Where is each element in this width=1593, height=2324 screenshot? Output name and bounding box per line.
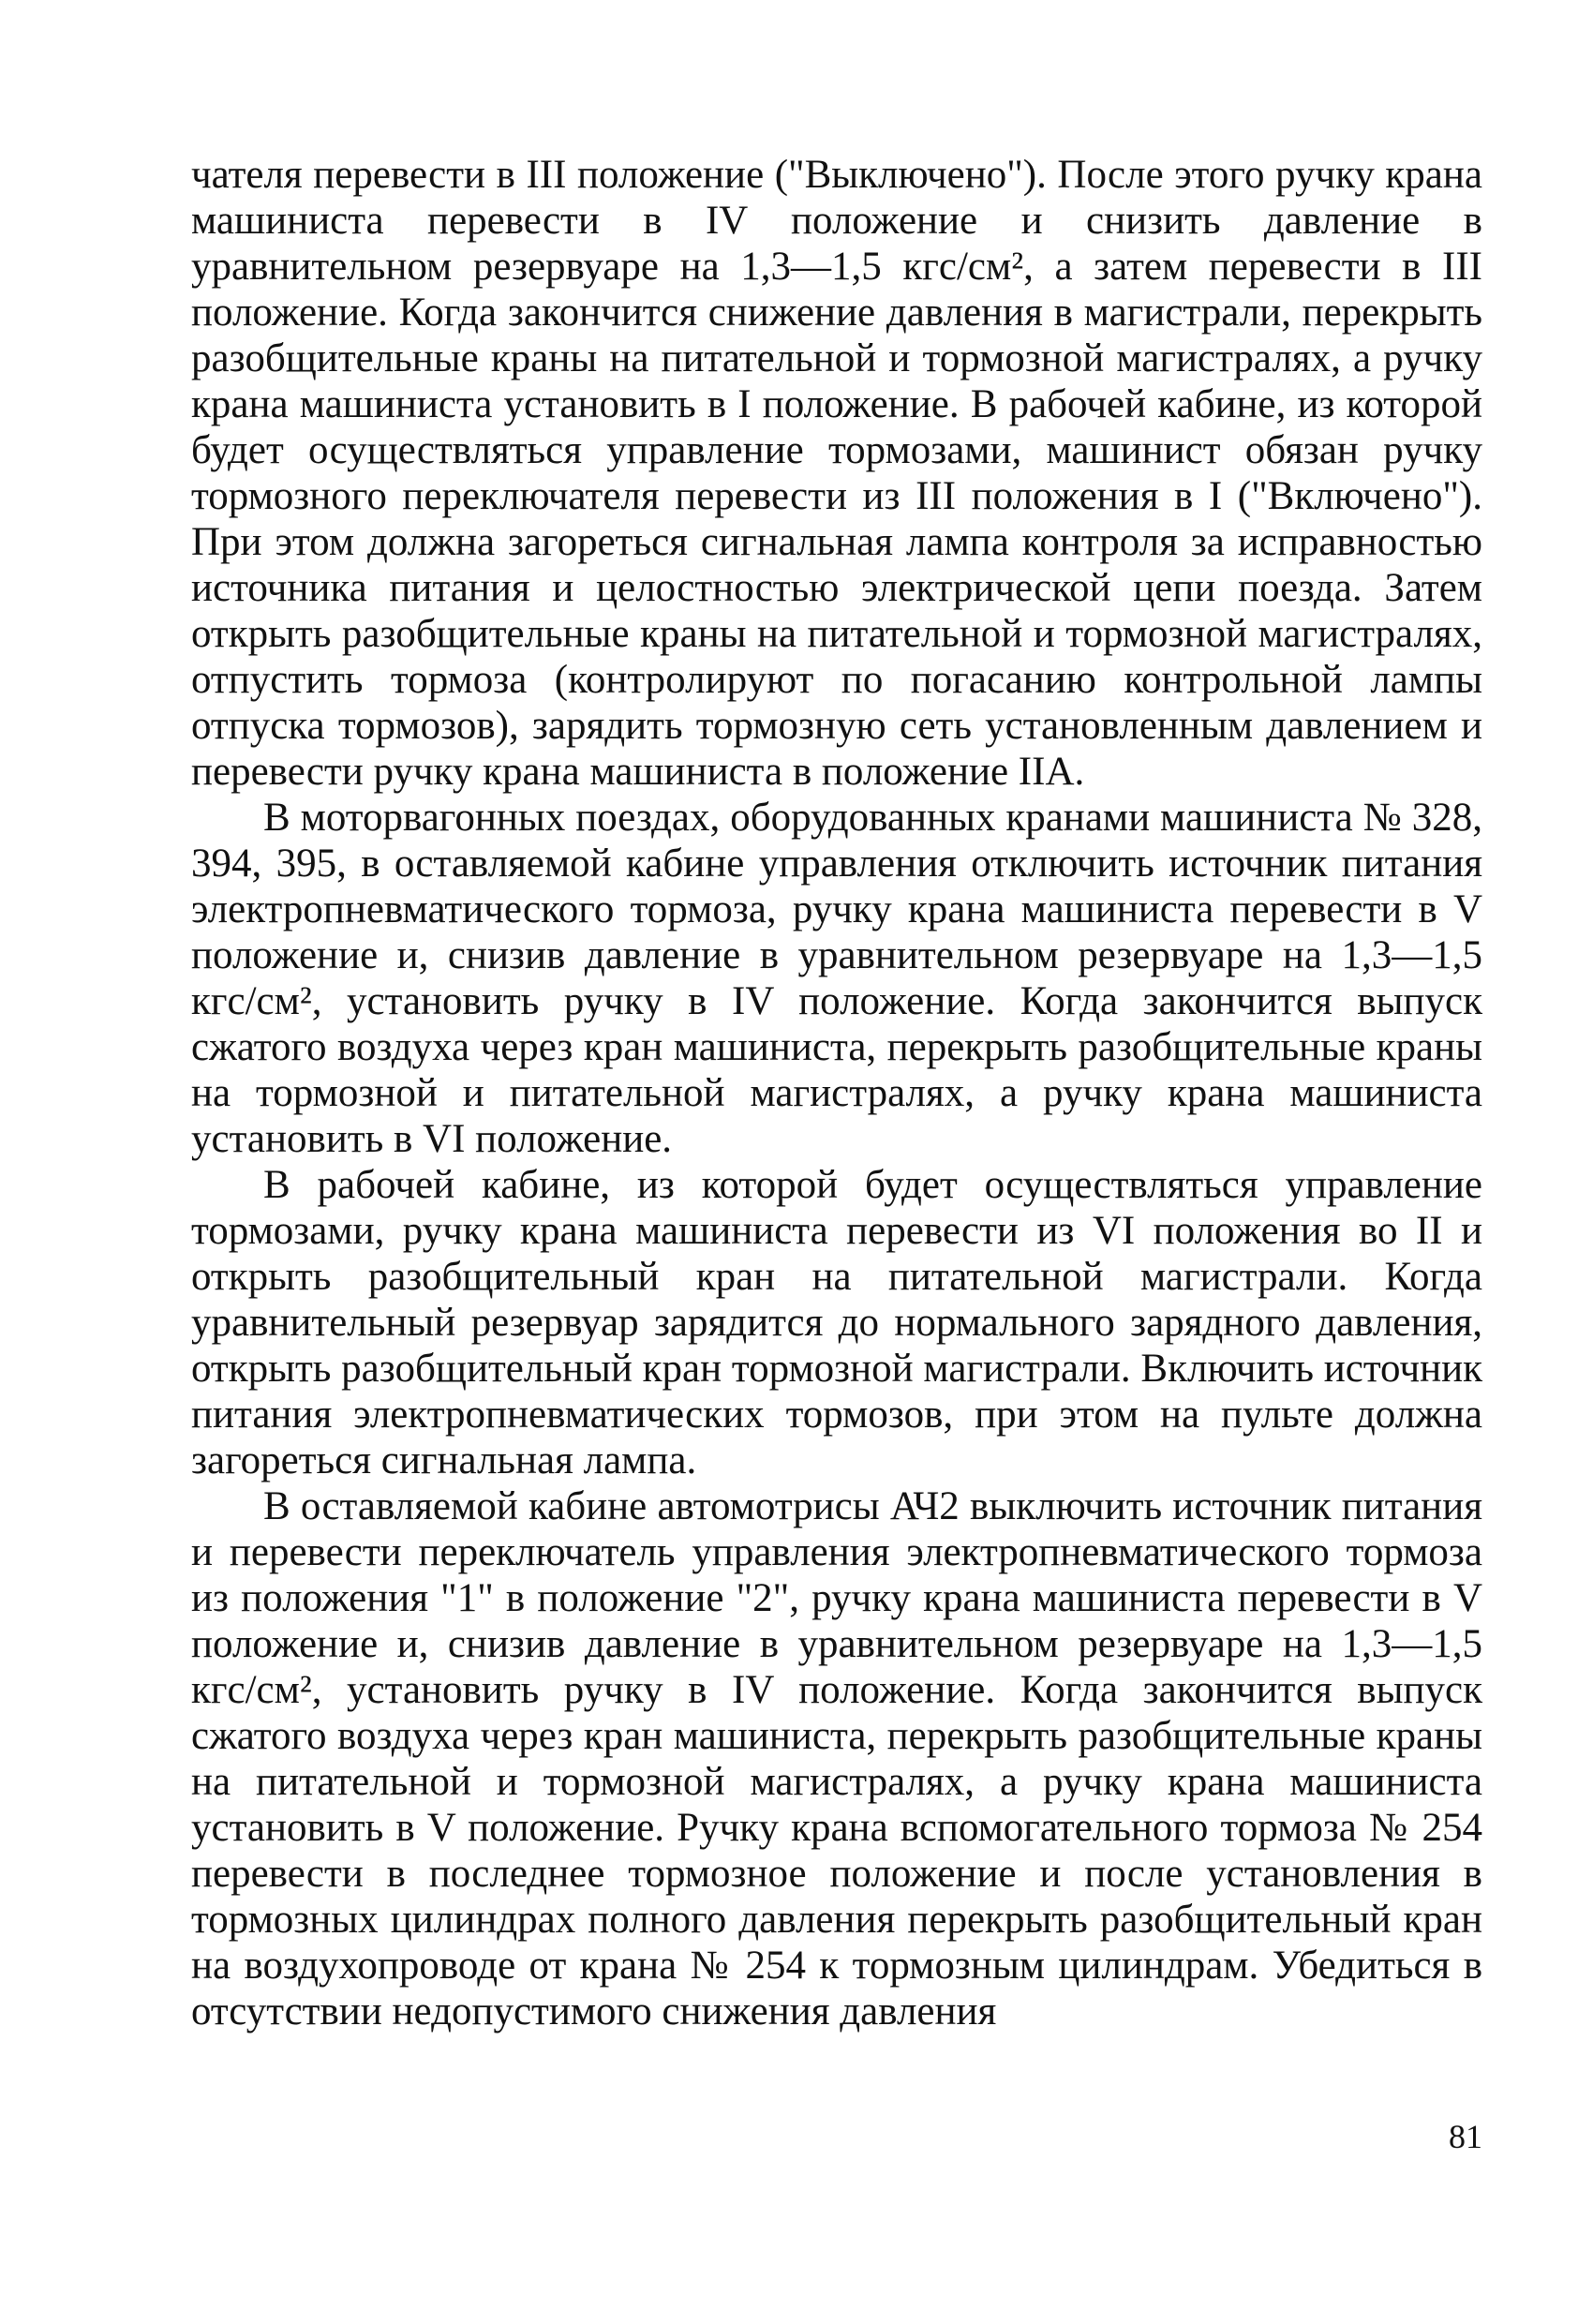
paragraph-working-cab: В рабочей кабине, из которой будет осуществляться управление тормозами, ручку крана машиниста перевести из VI положения во II и открыть разобщительный кран на питательной магистрали. Когда уравнительный резервуар зарядится до нормального зарядного давления, открыть разобщительный кран тормозной магистрали. Включить источник питания электропневматических тормозов, при этом на пульте должна загореться сигнальная лампа. [191,1163,1482,1482]
paragraph-motor-car-trains: В моторвагонных поездах, оборудованных кранами машиниста № 328, 394, 395, в оставляемой кабине управления отключить источник питания электропневматического тормоза, ручку крана машиниста перевести в V положение и, снизив давление в уравнительном резервуаре на 1,3—1,5 кгс/см², установить ручку в IV положение. Когда закончится выпуск сжатого воздуха через кран машиниста, перекрыть разобщительные краны на тормозной и питательной магистралях, а ручку крана машиниста установить в VI положение. [191,796,1482,1161]
paragraph-continuation: чателя перевести в III положение ("Выключено"). После этого ручку крана машиниста перевести в IV положение и снизить давление в уравнительном резервуаре на 1,3—1,5 кгс/см², а затем перевести в III положение. Когда закончится снижение давления в магистрали, перекрыть разобщительные краны на питательной и тормозной магистралях, а ручку крана машиниста установить в I положение. В рабочей кабине, из которой будет осуществляться управление тормозами, машинист обязан ручку тормозного переключателя перевести из III положения в I ("Включено"). При этом должна загореться сигнальная лампа контроля за исправностью источника питания и целостностью электрической цепи поезда. Затем открыть разобщительные краны на питательной и тормозной магистралях, отпустить тормоза (контролируют по погасанию контрольной лампы отпуска тормозов), зарядить тормозную сеть установленным давлением и перевести ручку крана машиниста в положение IIА. [191,153,1482,794]
page-number: 81 [1449,2118,1482,2155]
page-body [191,152,1482,2034]
paragraph-ach2-railcar: В оставляемой кабине автомотрисы АЧ2 выключить источник питания и перевести переключатель управления электропневматического тормоза из положения "1" в положение "2", ручку крана машиниста перевести в V положение и, снизив давление в уравнительном резервуаре на 1,3—1,5 кгс/см², установить ручку в IV положение. Когда закончится выпуск сжатого воздуха через кран машиниста, перекрыть разобщительные краны на питательной и тормозной магистралях, а ручку крана машиниста установить в V положение. Ручку крана вспомогательного тормоза № 254 перевести в последнее тормозное положение и после установления в тормозных цилиндрах полного давления перекрыть разобщительный кран на воздухопроводе от крана № 254 к тормозным цилиндрам. Убедиться в отсутствии недопустимого снижения давления [191,1484,1482,2034]
